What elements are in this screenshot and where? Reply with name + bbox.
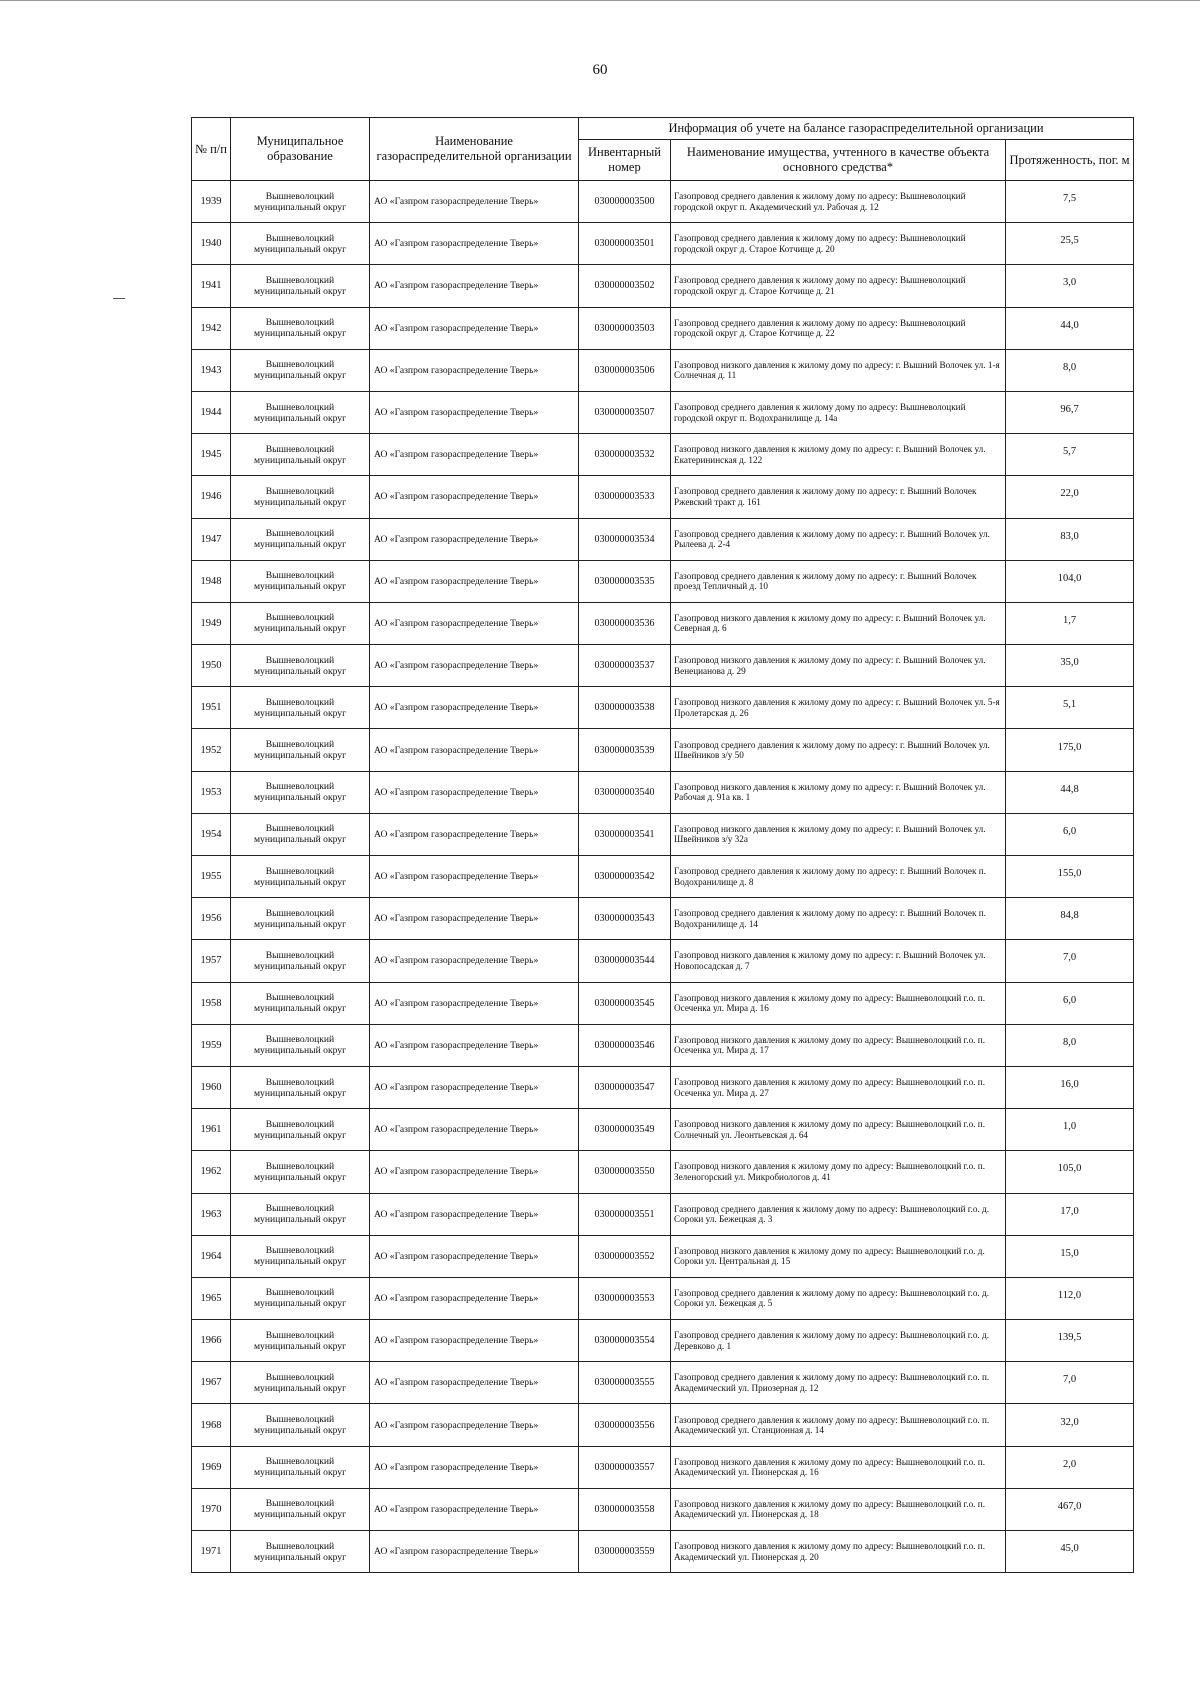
municipality-cell: Вышневолоцкий муниципальный округ: [231, 349, 370, 391]
asset-description-cell: Газопровод низкого давления к жилому дому по адресу: г. Вышний Волочек ул. Новопосадская д. 7: [671, 940, 1006, 982]
table-row: [192, 1446, 1134, 1488]
row-number: 1946: [192, 476, 231, 518]
asset-description-cell: Газопровод среднего давления к жилому дому по адресу: Вышневолоцкий г.о. п. Академический ул. Приозерная д. 12: [671, 1362, 1006, 1404]
organization-cell: АО «Газпром газораспределение Тверь»: [370, 1109, 579, 1151]
municipality-cell: Вышневолоцкий муниципальный округ: [231, 1024, 370, 1066]
municipality-cell: Вышневолоцкий муниципальный округ: [231, 856, 370, 898]
length-cell: 8,0: [1006, 349, 1134, 391]
inventory-number-cell: 030000003538: [579, 687, 671, 729]
row-number: 1969: [192, 1446, 231, 1488]
row-number: 1964: [192, 1235, 231, 1277]
row-number: 1949: [192, 602, 231, 644]
table-row: [192, 476, 1134, 518]
inventory-number-cell: 030000003546: [579, 1024, 671, 1066]
organization-cell: АО «Газпром газораспределение Тверь»: [370, 1362, 579, 1404]
municipality-cell: Вышневолоцкий муниципальный округ: [231, 687, 370, 729]
organization-cell: АО «Газпром газораспределение Тверь»: [370, 940, 579, 982]
asset-description-cell: Газопровод среднего давления к жилому дому по адресу: Вышневолоцкий г.о. д. Деревково д. 1: [671, 1320, 1006, 1362]
length-cell: 155,0: [1006, 856, 1134, 898]
inventory-number-cell: 030000003555: [579, 1362, 671, 1404]
organization-cell: АО «Газпром газораспределение Тверь»: [370, 265, 579, 307]
municipality-cell: Вышневолоцкий муниципальный округ: [231, 1362, 370, 1404]
scan-top-edge: [0, 0, 1200, 1]
length-cell: 7,0: [1006, 1362, 1134, 1404]
table-row: [192, 1066, 1134, 1108]
length-cell: 15,0: [1006, 1235, 1134, 1277]
length-cell: 104,0: [1006, 560, 1134, 602]
asset-table: [191, 117, 1134, 1573]
header-num: № п/п: [192, 118, 231, 181]
header-info-group: Информация об учете на балансе газораспределительной организации: [579, 118, 1134, 140]
municipality-cell: Вышневолоцкий муниципальный округ: [231, 181, 370, 223]
table-body: [192, 181, 1134, 1573]
length-cell: 6,0: [1006, 982, 1134, 1024]
table-row: [192, 1151, 1134, 1193]
organization-cell: АО «Газпром газораспределение Тверь»: [370, 1446, 579, 1488]
table-row: [192, 1109, 1134, 1151]
length-cell: 17,0: [1006, 1193, 1134, 1235]
municipality-cell: Вышневолоцкий муниципальный округ: [231, 307, 370, 349]
asset-description-cell: Газопровод низкого давления к жилому дому по адресу: Вышневолоцкий г.о. п. Осеченка ул. Мира д. 27: [671, 1066, 1006, 1108]
municipality-cell: Вышневолоцкий муниципальный округ: [231, 813, 370, 855]
row-number: 1943: [192, 349, 231, 391]
table-row: [192, 391, 1134, 433]
row-number: 1966: [192, 1320, 231, 1362]
asset-description-cell: Газопровод среднего давления к жилому дому по адресу: г. Вышний Волочек п. Водохранилище д. 14: [671, 898, 1006, 940]
asset-description-cell: Газопровод среднего давления к жилому дому по адресу: Вышневолоцкий городской округ п. Водохранилище д. 14а: [671, 391, 1006, 433]
municipality-cell: Вышневолоцкий муниципальный округ: [231, 391, 370, 433]
row-number: 1944: [192, 391, 231, 433]
inventory-number-cell: 030000003534: [579, 518, 671, 560]
organization-cell: АО «Газпром газораспределение Тверь»: [370, 1404, 579, 1446]
asset-description-cell: Газопровод низкого давления к жилому дому по адресу: Вышневолоцкий г.о. п. Зеленогорский ул. Микробиологов д. 41: [671, 1151, 1006, 1193]
length-cell: 35,0: [1006, 645, 1134, 687]
row-number: 1962: [192, 1151, 231, 1193]
organization-cell: АО «Газпром газораспределение Тверь»: [370, 223, 579, 265]
organization-cell: АО «Газпром газораспределение Тверь»: [370, 1235, 579, 1277]
row-number: 1950: [192, 645, 231, 687]
table-row: [192, 1531, 1134, 1573]
length-cell: 5,7: [1006, 434, 1134, 476]
header-length: Протяженность, пог. м: [1006, 140, 1134, 181]
table-row: [192, 940, 1134, 982]
table-row: [192, 518, 1134, 560]
table-row: [192, 560, 1134, 602]
row-number: 1945: [192, 434, 231, 476]
asset-description-cell: Газопровод низкого давления к жилому дому по адресу: Вышневолоцкий г.о. п. Академический ул. Пионерская д. 20: [671, 1531, 1006, 1573]
table-row: [192, 265, 1134, 307]
row-number: 1960: [192, 1066, 231, 1108]
length-cell: 45,0: [1006, 1531, 1134, 1573]
municipality-cell: Вышневолоцкий муниципальный округ: [231, 602, 370, 644]
organization-cell: АО «Газпром газораспределение Тверь»: [370, 771, 579, 813]
inventory-number-cell: 030000003549: [579, 1109, 671, 1151]
header-org: Наименование газораспределительной организации: [370, 118, 579, 181]
row-number: 1961: [192, 1109, 231, 1151]
inventory-number-cell: 030000003532: [579, 434, 671, 476]
organization-cell: АО «Газпром газораспределение Тверь»: [370, 1277, 579, 1319]
row-number: 1955: [192, 856, 231, 898]
municipality-cell: Вышневолоцкий муниципальный округ: [231, 729, 370, 771]
inventory-number-cell: 030000003544: [579, 940, 671, 982]
row-number: 1952: [192, 729, 231, 771]
organization-cell: АО «Газпром газораспределение Тверь»: [370, 560, 579, 602]
row-number: 1941: [192, 265, 231, 307]
length-cell: 105,0: [1006, 1151, 1134, 1193]
asset-description-cell: Газопровод низкого давления к жилому дому по адресу: г. Вышний Волочек ул. Екатерининская д. 122: [671, 434, 1006, 476]
inventory-number-cell: 030000003545: [579, 982, 671, 1024]
table-header: [192, 118, 1134, 181]
municipality-cell: Вышневолоцкий муниципальный округ: [231, 771, 370, 813]
length-cell: 1,0: [1006, 1109, 1134, 1151]
organization-cell: АО «Газпром газораспределение Тверь»: [370, 687, 579, 729]
table-row: [192, 1193, 1134, 1235]
asset-description-cell: Газопровод низкого давления к жилому дому по адресу: Вышневолоцкий г.о. д. Сороки ул. Центральная д. 15: [671, 1235, 1006, 1277]
table-row: [192, 982, 1134, 1024]
municipality-cell: Вышневолоцкий муниципальный округ: [231, 645, 370, 687]
table-row: [192, 181, 1134, 223]
table-row: [192, 813, 1134, 855]
table-row: [192, 687, 1134, 729]
inventory-number-cell: 030000003502: [579, 265, 671, 307]
organization-cell: АО «Газпром газораспределение Тверь»: [370, 349, 579, 391]
asset-description-cell: Газопровод низкого давления к жилому дому по адресу: г. Вышний Волочек ул. Рабочая д. 91а кв. 1: [671, 771, 1006, 813]
asset-description-cell: Газопровод среднего давления к жилому дому по адресу: Вышневолоцкий городской округ д. Старое Котчище д. 20: [671, 223, 1006, 265]
asset-description-cell: Газопровод среднего давления к жилому дому по адресу: г. Вышний Волочек ул. Швейников з/у 50: [671, 729, 1006, 771]
organization-cell: АО «Газпром газораспределение Тверь»: [370, 1151, 579, 1193]
asset-description-cell: Газопровод низкого давления к жилому дому по адресу: Вышневолоцкий г.о. п. Академический ул. Пионерская д. 16: [671, 1446, 1006, 1488]
organization-cell: АО «Газпром газораспределение Тверь»: [370, 1066, 579, 1108]
municipality-cell: Вышневолоцкий муниципальный округ: [231, 1151, 370, 1193]
length-cell: 467,0: [1006, 1488, 1134, 1530]
asset-description-cell: Газопровод среднего давления к жилому дому по адресу: г. Вышний Волочек п. Водохранилище д. 8: [671, 856, 1006, 898]
organization-cell: АО «Газпром газораспределение Тверь»: [370, 1531, 579, 1573]
length-cell: 3,0: [1006, 265, 1134, 307]
row-number: 1940: [192, 223, 231, 265]
municipality-cell: Вышневолоцкий муниципальный округ: [231, 265, 370, 307]
length-cell: 96,7: [1006, 391, 1134, 433]
organization-cell: АО «Газпром газораспределение Тверь»: [370, 434, 579, 476]
inventory-number-cell: 030000003551: [579, 1193, 671, 1235]
inventory-number-cell: 030000003500: [579, 181, 671, 223]
organization-cell: АО «Газпром газораспределение Тверь»: [370, 1193, 579, 1235]
length-cell: 44,0: [1006, 307, 1134, 349]
municipality-cell: Вышневолоцкий муниципальный округ: [231, 898, 370, 940]
inventory-number-cell: 030000003533: [579, 476, 671, 518]
asset-table-container: [191, 117, 1133, 1573]
organization-cell: АО «Газпром газораспределение Тверь»: [370, 645, 579, 687]
table-row: [192, 1024, 1134, 1066]
table-row: [192, 729, 1134, 771]
header-municipality: Муниципальное образование: [231, 118, 370, 181]
municipality-cell: Вышневолоцкий муниципальный округ: [231, 1446, 370, 1488]
row-number: 1967: [192, 1362, 231, 1404]
length-cell: 22,0: [1006, 476, 1134, 518]
municipality-cell: Вышневолоцкий муниципальный округ: [231, 518, 370, 560]
length-cell: 7,5: [1006, 181, 1134, 223]
row-number: 1953: [192, 771, 231, 813]
table-row: [192, 1277, 1134, 1319]
table-row: [192, 1404, 1134, 1446]
row-number: 1947: [192, 518, 231, 560]
municipality-cell: Вышневолоцкий муниципальный округ: [231, 1531, 370, 1573]
inventory-number-cell: 030000003543: [579, 898, 671, 940]
table-row: [192, 771, 1134, 813]
row-number: 1963: [192, 1193, 231, 1235]
length-cell: 7,0: [1006, 940, 1134, 982]
table-row: [192, 645, 1134, 687]
table-row: [192, 349, 1134, 391]
organization-cell: АО «Газпром газораспределение Тверь»: [370, 307, 579, 349]
row-number: 1954: [192, 813, 231, 855]
inventory-number-cell: 030000003536: [579, 602, 671, 644]
length-cell: 16,0: [1006, 1066, 1134, 1108]
municipality-cell: Вышневолоцкий муниципальный округ: [231, 476, 370, 518]
asset-description-cell: Газопровод низкого давления к жилому дому по адресу: г. Вышний Волочек ул. 5-я Пролетарская д. 26: [671, 687, 1006, 729]
asset-description-cell: Газопровод среднего давления к жилому дому по адресу: Вышневолоцкий городской округ п. Академический ул. Рабочая д. 12: [671, 181, 1006, 223]
row-number: 1959: [192, 1024, 231, 1066]
length-cell: 1,7: [1006, 602, 1134, 644]
inventory-number-cell: 030000003558: [579, 1488, 671, 1530]
inventory-number-cell: 030000003553: [579, 1277, 671, 1319]
asset-description-cell: Газопровод низкого давления к жилому дому по адресу: г. Вышний Волочек ул. Северная д. 6: [671, 602, 1006, 644]
asset-description-cell: Газопровод среднего давления к жилому дому по адресу: Вышневолоцкий г.о. п. Академический ул. Станционная д. 14: [671, 1404, 1006, 1446]
municipality-cell: Вышневолоцкий муниципальный округ: [231, 940, 370, 982]
organization-cell: АО «Газпром газораспределение Тверь»: [370, 391, 579, 433]
asset-description-cell: Газопровод низкого давления к жилому дому по адресу: Вышневолоцкий г.о. п. Солнечный ул. Леонтьевская д. 64: [671, 1109, 1006, 1151]
header-inventory: Инвентарный номер: [579, 140, 671, 181]
organization-cell: АО «Газпром газораспределение Тверь»: [370, 1320, 579, 1362]
inventory-number-cell: 030000003541: [579, 813, 671, 855]
length-cell: 112,0: [1006, 1277, 1134, 1319]
asset-description-cell: Газопровод низкого давления к жилому дому по адресу: г. Вышний Волочек ул. Швейников з/у 32а: [671, 813, 1006, 855]
inventory-number-cell: 030000003552: [579, 1235, 671, 1277]
municipality-cell: Вышневолоцкий муниципальный округ: [231, 434, 370, 476]
municipality-cell: Вышневолоцкий муниципальный округ: [231, 1404, 370, 1446]
asset-description-cell: Газопровод среднего давления к жилому дому по адресу: Вышневолоцкий г.о. д. Сороки ул. Бежецкая д. 5: [671, 1277, 1006, 1319]
table-row: [192, 1235, 1134, 1277]
page-number: 60: [592, 62, 608, 78]
table-row: [192, 434, 1134, 476]
municipality-cell: Вышневолоцкий муниципальный округ: [231, 1488, 370, 1530]
inventory-number-cell: 030000003507: [579, 391, 671, 433]
asset-description-cell: Газопровод среднего давления к жилому дому по адресу: г. Вышний Волочек проезд Тепличный д. 10: [671, 560, 1006, 602]
organization-cell: АО «Газпром газораспределение Тверь»: [370, 602, 579, 644]
organization-cell: АО «Газпром газораспределение Тверь»: [370, 856, 579, 898]
inventory-number-cell: 030000003535: [579, 560, 671, 602]
inventory-number-cell: 030000003540: [579, 771, 671, 813]
organization-cell: АО «Газпром газораспределение Тверь»: [370, 729, 579, 771]
table-row: [192, 602, 1134, 644]
organization-cell: АО «Газпром газораспределение Тверь»: [370, 813, 579, 855]
asset-description-cell: Газопровод низкого давления к жилому дому по адресу: Вышневолоцкий г.о. п. Осеченка ул. Мира д. 16: [671, 982, 1006, 1024]
scan-mark: [113, 298, 125, 299]
row-number: 1939: [192, 181, 231, 223]
municipality-cell: Вышневолоцкий муниципальный округ: [231, 1066, 370, 1108]
organization-cell: АО «Газпром газораспределение Тверь»: [370, 898, 579, 940]
table-row: [192, 856, 1134, 898]
table-row: [192, 1320, 1134, 1362]
inventory-number-cell: 030000003559: [579, 1531, 671, 1573]
length-cell: 8,0: [1006, 1024, 1134, 1066]
asset-description-cell: Газопровод среднего давления к жилому дому по адресу: Вышневолоцкий городской округ д. Старое Котчище д. 22: [671, 307, 1006, 349]
municipality-cell: Вышневолоцкий муниципальный округ: [231, 1320, 370, 1362]
asset-description-cell: Газопровод среднего давления к жилому дому по адресу: г. Вышний Волочек ул. Рылеева д. 2-4: [671, 518, 1006, 560]
header-item: Наименование имущества, учтенного в качестве объекта основного средства*: [671, 140, 1006, 181]
length-cell: 84,8: [1006, 898, 1134, 940]
asset-description-cell: Газопровод низкого давления к жилому дому по адресу: г. Вышний Волочек ул. Венецианова д. 29: [671, 645, 1006, 687]
length-cell: 5,1: [1006, 687, 1134, 729]
municipality-cell: Вышневолоцкий муниципальный округ: [231, 982, 370, 1024]
municipality-cell: Вышневолоцкий муниципальный округ: [231, 223, 370, 265]
asset-description-cell: Газопровод низкого давления к жилому дому по адресу: Вышневолоцкий г.о. п. Осеченка ул. Мира д. 17: [671, 1024, 1006, 1066]
organization-cell: АО «Газпром газораспределение Тверь»: [370, 518, 579, 560]
row-number: 1948: [192, 560, 231, 602]
organization-cell: АО «Газпром газораспределение Тверь»: [370, 181, 579, 223]
length-cell: 2,0: [1006, 1446, 1134, 1488]
inventory-number-cell: 030000003554: [579, 1320, 671, 1362]
row-number: 1970: [192, 1488, 231, 1530]
inventory-number-cell: 030000003557: [579, 1446, 671, 1488]
inventory-number-cell: 030000003506: [579, 349, 671, 391]
inventory-number-cell: 030000003537: [579, 645, 671, 687]
asset-description-cell: Газопровод низкого давления к жилому дому по адресу: Вышневолоцкий г.о. п. Академический ул. Пионерская д. 18: [671, 1488, 1006, 1530]
municipality-cell: Вышневолоцкий муниципальный округ: [231, 1109, 370, 1151]
row-number: 1956: [192, 898, 231, 940]
table-row: [192, 1488, 1134, 1530]
inventory-number-cell: 030000003542: [579, 856, 671, 898]
asset-description-cell: Газопровод низкого давления к жилому дому по адресу: г. Вышний Волочек ул. 1-я Солнечная д. 11: [671, 349, 1006, 391]
municipality-cell: Вышневолоцкий муниципальный округ: [231, 1235, 370, 1277]
length-cell: 6,0: [1006, 813, 1134, 855]
row-number: 1971: [192, 1531, 231, 1573]
length-cell: 83,0: [1006, 518, 1134, 560]
inventory-number-cell: 030000003550: [579, 1151, 671, 1193]
organization-cell: АО «Газпром газораспределение Тверь»: [370, 1488, 579, 1530]
row-number: 1968: [192, 1404, 231, 1446]
row-number: 1942: [192, 307, 231, 349]
table-row: [192, 307, 1134, 349]
inventory-number-cell: 030000003503: [579, 307, 671, 349]
row-number: 1951: [192, 687, 231, 729]
municipality-cell: Вышневолоцкий муниципальный округ: [231, 1277, 370, 1319]
inventory-number-cell: 030000003501: [579, 223, 671, 265]
municipality-cell: Вышневолоцкий муниципальный округ: [231, 1193, 370, 1235]
asset-description-cell: Газопровод среднего давления к жилому дому по адресу: Вышневолоцкий городской округ д. Старое Котчище д. 21: [671, 265, 1006, 307]
asset-description-cell: Газопровод среднего давления к жилому дому по адресу: г. Вышний Волочек Ржевский тракт д. 161: [671, 476, 1006, 518]
asset-description-cell: Газопровод среднего давления к жилому дому по адресу: Вышневолоцкий г.о. д. Сороки ул. Бежецкая д. 3: [671, 1193, 1006, 1235]
organization-cell: АО «Газпром газораспределение Тверь»: [370, 982, 579, 1024]
length-cell: 139,5: [1006, 1320, 1134, 1362]
table-row: [192, 223, 1134, 265]
row-number: 1957: [192, 940, 231, 982]
organization-cell: АО «Газпром газораспределение Тверь»: [370, 1024, 579, 1066]
length-cell: 32,0: [1006, 1404, 1134, 1446]
organization-cell: АО «Газпром газораспределение Тверь»: [370, 476, 579, 518]
length-cell: 175,0: [1006, 729, 1134, 771]
inventory-number-cell: 030000003547: [579, 1066, 671, 1108]
table-row: [192, 898, 1134, 940]
municipality-cell: Вышневолоцкий муниципальный округ: [231, 560, 370, 602]
inventory-number-cell: 030000003556: [579, 1404, 671, 1446]
table-row: [192, 1362, 1134, 1404]
row-number: 1965: [192, 1277, 231, 1319]
inventory-number-cell: 030000003539: [579, 729, 671, 771]
length-cell: 25,5: [1006, 223, 1134, 265]
row-number: 1958: [192, 982, 231, 1024]
length-cell: 44,8: [1006, 771, 1134, 813]
